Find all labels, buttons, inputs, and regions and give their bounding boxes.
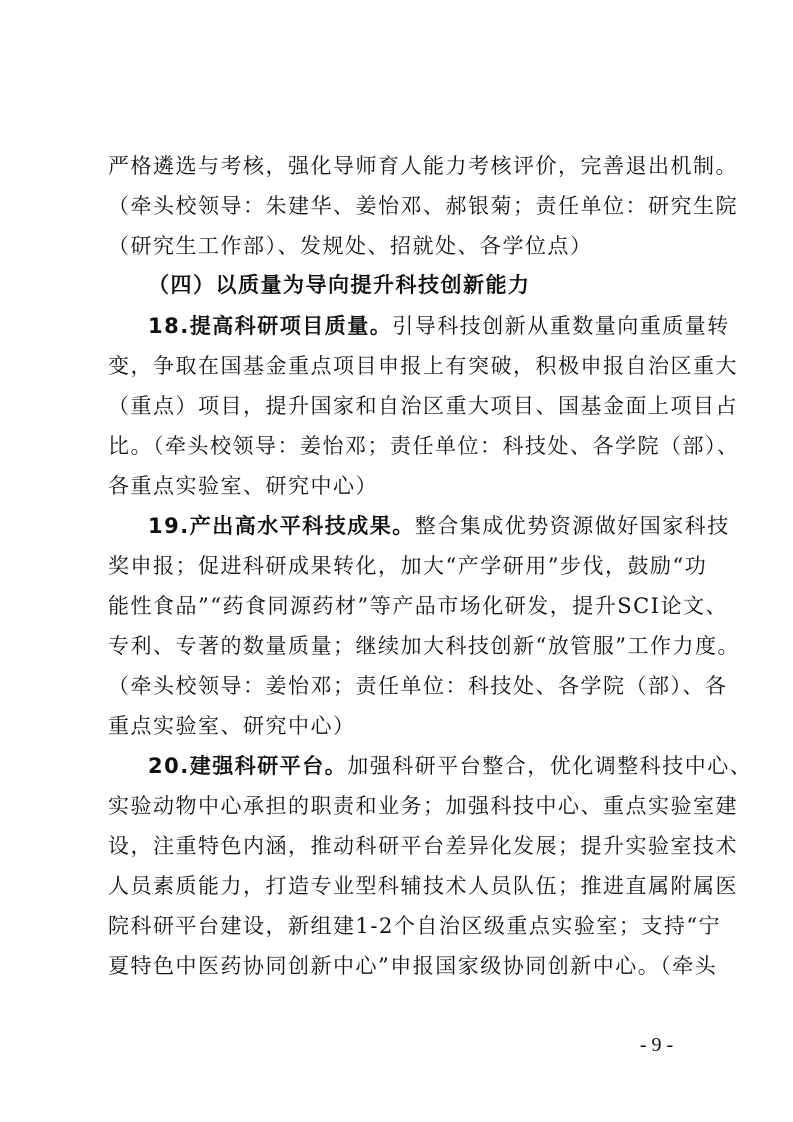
section-heading: （四）以质量为导向提升科技创新能力	[148, 272, 531, 297]
body-line-13: 专利、专著的数量质量；继续加大科技创新“放管服”工作力度。	[108, 634, 740, 658]
body-line-2: （牵头校领导：朱建华、姜怡邓、郝银菊；责任单位：研究生院	[108, 194, 738, 218]
body-line-14: （牵头校领导：姜怡邓；责任单位：科技处、各学院（部）、各	[108, 674, 728, 698]
body-line-21: 夏特色中医药协同创新中心”申报国家级协同创新中心。（牵头	[108, 954, 718, 978]
body-line-9: 各重点实验室、研究中心）	[108, 474, 378, 498]
body-line-11: 奖申报；促进科研成果转化，加大“产学研用”步伐，鼓励“功	[108, 554, 708, 578]
body-line-20: 院科研平台建设，新组建1-2个自治区级重点实验室；支持“宁	[108, 914, 722, 938]
body-line-6: 变，争取在国基金重点项目申报上有突破，积极申报自治区重大	[108, 354, 738, 378]
body-line-3: （研究生工作部）、发规处、招就处、各学位点）	[108, 234, 593, 258]
item-18-text: 引导科技创新从重数量向重质量转	[392, 314, 730, 338]
item-18-first-line	[148, 306, 730, 346]
body-line-17: 实验动物中心承担的职责和业务；加强科技中心、重点实验室建	[108, 794, 738, 818]
item-20-heading: 20.建强科研平台。	[148, 754, 348, 778]
item-19-first-line	[148, 506, 730, 546]
body-line-18: 设，注重特色内涵，推动科研平台差异化发展；提升实验室技术	[108, 834, 738, 858]
body-line-19: 人员素质能力，打造专业型科辅技术人员队伍；推进直属附属医	[108, 874, 738, 898]
body-line-8: 比。（牵头校领导：姜怡邓；责任单位：科技处、各学院（部）、	[108, 434, 740, 458]
item-20-first-line	[148, 746, 753, 786]
item-18-heading: 18.提高科研项目质量。	[148, 314, 393, 338]
body-line-12: 能性食品”“药食同源药材”等产品市场化研发，提升SCI论文、	[108, 594, 728, 618]
body-line-7: （重点）项目，提升国家和自治区重大项目、国基金面上项目占	[108, 394, 738, 418]
item-20-text: 加强科研平台整合，优化调整科技中心、	[347, 754, 753, 778]
body-line-15: 重点实验室、研究中心）	[108, 714, 356, 738]
item-19-text: 整合集成优势资源做好国家科技	[414, 514, 730, 538]
page-number: - 9 -	[639, 1034, 674, 1056]
item-19-heading: 19.产出高水平科技成果。	[148, 514, 415, 538]
body-line-1: 严格遴选与考核，强化导师育人能力考核评价，完善退出机制。	[108, 154, 738, 178]
